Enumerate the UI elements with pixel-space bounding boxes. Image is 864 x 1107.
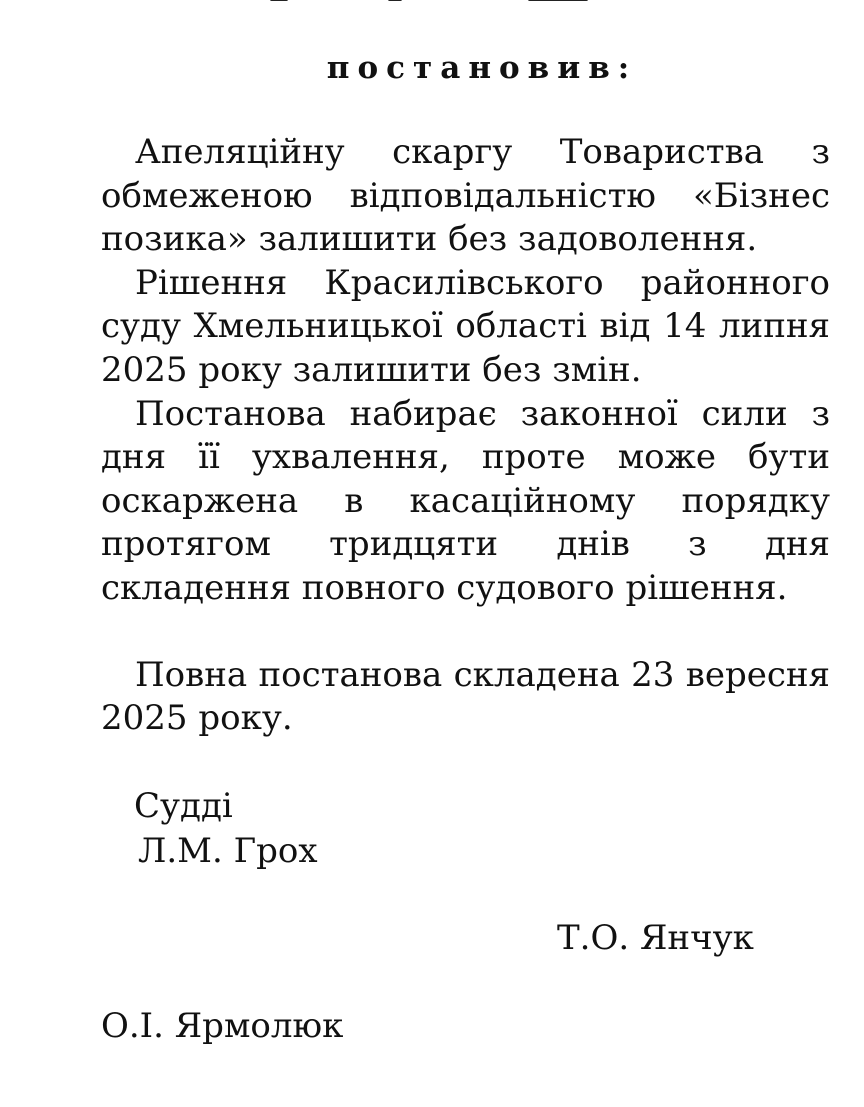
paragraph-legal-force: Постанова набирає законної сили з дня її ухвалення, проте може бути оскаржена в касаційному порядку протягом тридцяти днів з дня складення повного судового рішення. [101, 393, 830, 608]
paragraph-appeal-dismissed: Апеляційну скаргу Товариства з обмеженою відповідальністю «Бізнес позика» залишити без задоволення. [101, 132, 830, 260]
judge-name: О.І. Ярмолюк [101, 1006, 344, 1046]
resolution-heading: постановив: [326, 50, 638, 86]
paragraph-decision-upheld: Рішення Красилівського районного суду Хмельницької області від 14 липня 2025 року залишити без змін. [101, 262, 830, 390]
judge-name: Т.О. Янчук [557, 918, 754, 958]
judges-label: Судді [134, 786, 233, 826]
paragraph-full-resolution-date: Повна постанова складена 23 вересня 2025 року. [101, 654, 830, 739]
resolution-body [101, 131, 830, 741]
cropped-previous-line [270, 0, 590, 6]
judge-name: Л.М. Грох [138, 831, 318, 871]
